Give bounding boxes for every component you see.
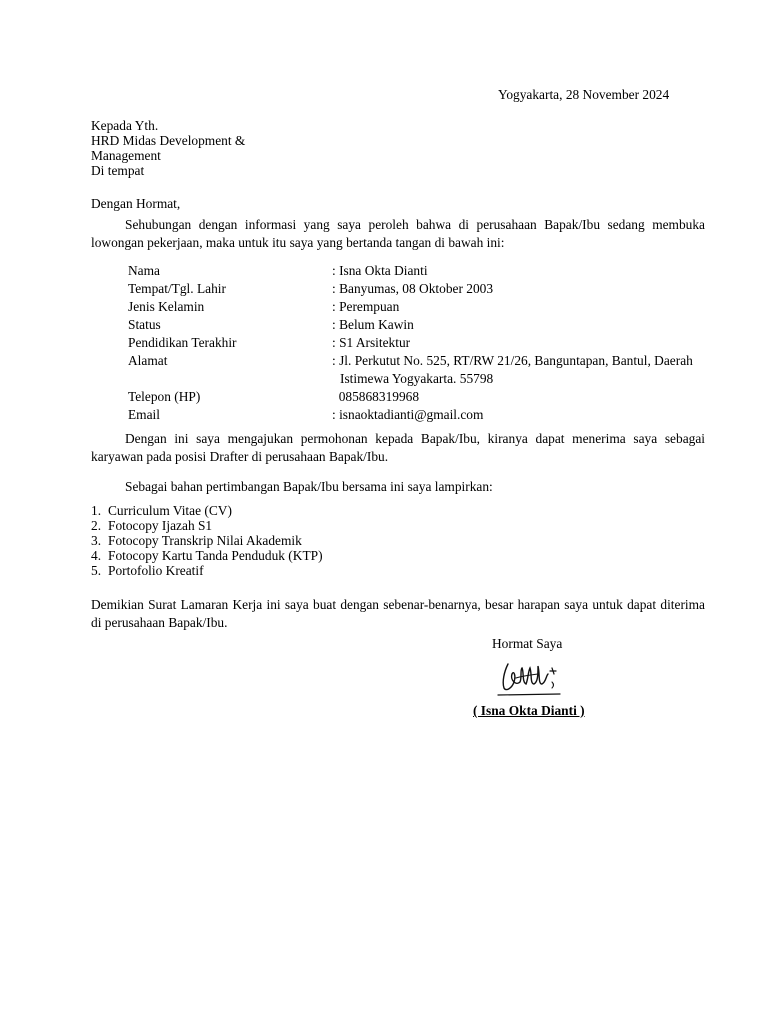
field-label: Alamat [128, 353, 168, 368]
closing-phrase: Hormat Saya [492, 636, 563, 651]
field-value: : isnaoktadianti@gmail.com [332, 407, 484, 422]
list-text: Fotocopy Ijazah S1 [108, 518, 213, 533]
salutation: Dengan Hormat, [91, 196, 181, 211]
field-value: : Isna Okta Dianti [332, 263, 428, 278]
field-label: Email [128, 407, 160, 422]
application-paragraph: Dengan ini saya mengajukan permohonan kepada Bapak/Ibu, kiranya dapat menerima saya sebagai karyawan pada posisi Drafter di perusahaan Bapak/Ibu. [91, 431, 705, 464]
signer-name: ( Isna Okta Dianti ) [473, 703, 585, 718]
field-label: Jenis Kelamin [128, 299, 205, 314]
table-row [128, 352, 704, 388]
field-value: : Banyumas, 08 Oktober 2003 [332, 281, 494, 296]
recipient-line: Di tempat [91, 163, 145, 178]
attachments-list [91, 503, 323, 578]
place-date: Yogyakarta, 28 November 2024 [498, 87, 670, 102]
recipient-block [91, 118, 245, 178]
list-text: Curriculum Vitae (CV) [108, 503, 232, 518]
field-label: Telepon (HP) [128, 389, 201, 404]
list-text: Fotocopy Transkrip Nilai Akademik [108, 533, 302, 548]
list-number: 4. [91, 548, 102, 563]
list-number: 2. [91, 518, 102, 533]
list-item [91, 548, 323, 563]
table-row [128, 298, 704, 316]
list-text: Fotocopy Kartu Tanda Penduduk (KTP) [108, 548, 323, 563]
table-row [128, 280, 704, 298]
table-row [128, 316, 704, 334]
field-label: Tempat/Tgl. Lahir [128, 281, 226, 296]
field-label: Status [128, 317, 161, 332]
table-row [128, 388, 704, 406]
list-number: 1. [91, 503, 102, 518]
recipient-line: Management [91, 148, 161, 163]
table-row [128, 334, 704, 352]
closing-paragraph: Demikian Surat Lamaran Kerja ini saya buat dengan sebenar-benarnya, besar harapan saya untuk dapat diterima di perusahaan Bapak/Ibu. [91, 597, 705, 630]
list-item [91, 503, 323, 518]
recipient-line: HRD Midas Development & [91, 133, 246, 148]
list-item [91, 533, 323, 548]
personal-data-table [128, 262, 704, 424]
list-item [91, 563, 323, 578]
field-label: Pendidikan Terakhir [128, 335, 237, 350]
field-value: : S1 Arsitektur [332, 335, 411, 350]
field-value: : Perempuan [332, 299, 400, 314]
table-row [128, 262, 704, 280]
list-number: 5. [91, 563, 102, 578]
field-value: 085868319968 [332, 389, 420, 404]
signature-image [494, 654, 566, 700]
field-label: Nama [128, 263, 160, 278]
recipient-line: Kepada Yth. [91, 118, 159, 133]
field-value: : Belum Kawin [332, 317, 414, 332]
list-text: Portofolio Kreatif [108, 563, 204, 578]
intro-paragraph: Sehubungan dengan informasi yang saya peroleh bahwa di perusahaan Bapak/Ibu sedang membuka lowongan pekerjaan, maka untuk itu saya yang bertanda tangan di bawah ini: [91, 217, 705, 250]
list-item [91, 518, 323, 533]
attachments-intro: Sebagai bahan pertimbangan Bapak/Ibu bersama ini saya lampirkan: [125, 479, 493, 494]
table-row [128, 406, 704, 424]
list-number: 3. [91, 533, 102, 548]
field-value: : Jl. Perkutut No. 525, RT/RW 21/26, Banguntapan, Bantul, Daerah Istimewa Yogyakarta. 55798 [332, 353, 693, 386]
